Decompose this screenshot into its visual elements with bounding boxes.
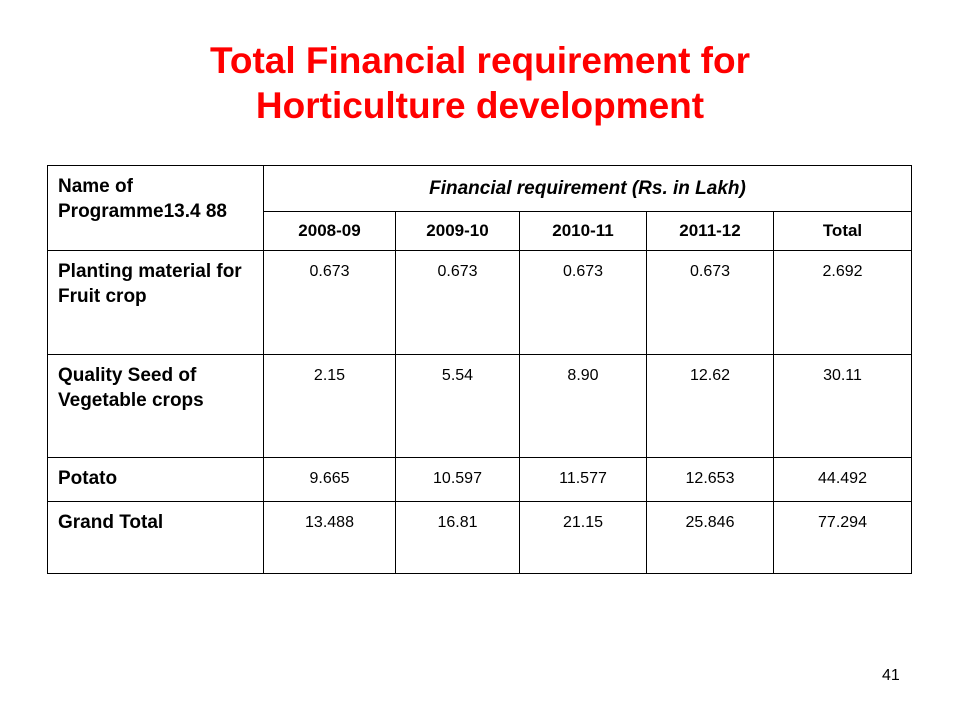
table-cell: 25.846 xyxy=(647,502,774,574)
table-cell: 30.11 xyxy=(774,355,912,458)
total-header: Total xyxy=(774,212,912,251)
table-cell: 8.90 xyxy=(520,355,647,458)
corner-header: Name of Programme13.4 88 xyxy=(48,166,264,251)
page-title xyxy=(0,38,960,128)
group-header: Financial requirement (Rs. in Lakh) xyxy=(264,166,912,212)
year-header: 2008-09 xyxy=(264,212,396,251)
table-cell: 44.492 xyxy=(774,458,912,502)
table-row xyxy=(48,458,912,502)
table-row xyxy=(48,355,912,458)
table-cell: 11.577 xyxy=(520,458,647,502)
title-line-1: Total Financial requirement for xyxy=(209,40,750,81)
table-cell: 12.653 xyxy=(647,458,774,502)
row-label: Planting material for Fruit crop xyxy=(48,251,264,355)
table-cell: 2.15 xyxy=(264,355,396,458)
year-header: 2010-11 xyxy=(520,212,647,251)
financial-requirement-table xyxy=(47,165,912,574)
table-cell: 2.692 xyxy=(774,251,912,355)
table-cell: 0.673 xyxy=(396,251,520,355)
year-header: 2011-12 xyxy=(647,212,774,251)
table-cell: 0.673 xyxy=(647,251,774,355)
year-header: 2009-10 xyxy=(396,212,520,251)
table-cell: 16.81 xyxy=(396,502,520,574)
title-line-2: Horticulture development xyxy=(255,85,705,126)
table-row xyxy=(48,251,912,355)
table-cell: 21.15 xyxy=(520,502,647,574)
table-cell: 13.488 xyxy=(264,502,396,574)
table-cell: 9.665 xyxy=(264,458,396,502)
row-label: Quality Seed of Vegetable crops xyxy=(48,355,264,458)
table-cell: 5.54 xyxy=(396,355,520,458)
table-row xyxy=(48,502,912,574)
row-label: Potato xyxy=(48,458,264,502)
page-number: 41 xyxy=(882,667,900,684)
table-cell: 0.673 xyxy=(520,251,647,355)
row-label: Grand Total xyxy=(48,502,264,574)
table-cell: 77.294 xyxy=(774,502,912,574)
table-cell: 10.597 xyxy=(396,458,520,502)
table-cell: 0.673 xyxy=(264,251,396,355)
table-cell: 12.62 xyxy=(647,355,774,458)
